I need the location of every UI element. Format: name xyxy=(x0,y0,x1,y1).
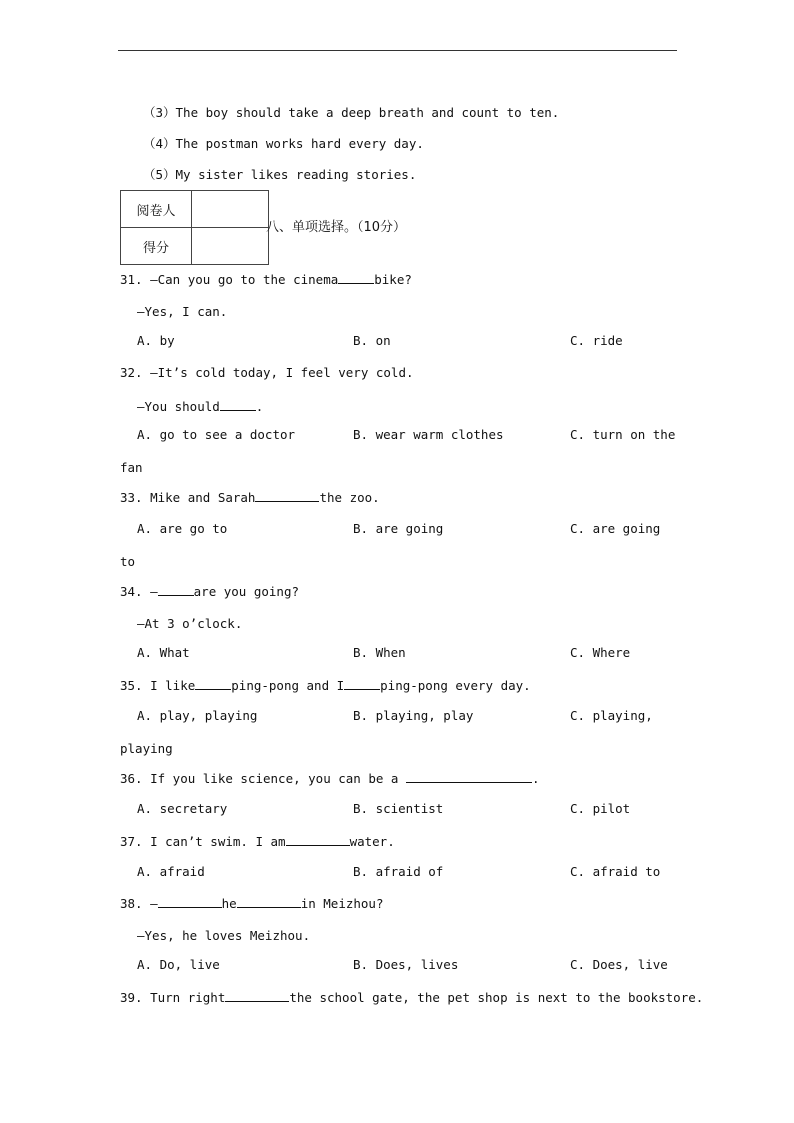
answer-blank xyxy=(338,271,374,284)
question-34: 34. — are you going? xyxy=(120,584,299,599)
question-37: 37. I can’t swim. I am water. xyxy=(120,834,395,849)
q35-option-b: B. playing, play xyxy=(353,708,474,723)
question-38: 38. — he in Meizhou? xyxy=(120,896,384,911)
answer-blank xyxy=(406,770,532,783)
answer-blank xyxy=(220,398,256,411)
question-36: 36. If you like science, you can be a . xyxy=(120,771,540,786)
q32-option-b: B. wear warm clothes xyxy=(353,427,504,442)
q37-option-b: B. afraid of xyxy=(353,864,444,879)
q32-option-c-wrap: fan xyxy=(120,460,143,475)
q32-option-a: A. go to see a doctor xyxy=(137,427,296,442)
q34-reply: —At 3 o’clock. xyxy=(137,616,243,631)
q34-option-b: B. When xyxy=(353,645,406,660)
section-title: 八、单项选择。（10分） xyxy=(266,220,407,235)
q33-option-b: B. are going xyxy=(353,521,444,536)
q31-option-c: C. ride xyxy=(570,333,623,348)
q35-option-c: C. playing, xyxy=(570,708,653,723)
q32-reply: —You should . xyxy=(137,399,264,414)
q31-reply: —Yes, I can. xyxy=(137,304,228,319)
score-table xyxy=(120,190,269,265)
question-32: 32. —It’s cold today, I feel very cold. xyxy=(120,365,414,380)
q36-option-c: C. pilot xyxy=(570,801,631,816)
q37-option-a: A. afraid xyxy=(137,864,205,879)
answer-blank xyxy=(225,989,289,1002)
q36-option-a: A. secretary xyxy=(137,801,228,816)
answer-blank xyxy=(195,677,231,690)
reviewer-cell xyxy=(192,191,269,228)
q36-option-b: B. scientist xyxy=(353,801,444,816)
score-cell xyxy=(192,228,269,265)
q34-option-c: C. Where xyxy=(570,645,631,660)
q38-reply: —Yes, he loves Meizhou. xyxy=(137,928,311,943)
q31-option-b: B. on xyxy=(353,333,391,348)
question-31: 31. —Can you go to the cinema bike? xyxy=(120,272,412,287)
answer-blank xyxy=(255,489,319,502)
q38-option-c: C. Does, live xyxy=(570,957,668,972)
sentence-4: （4）The postman works hard every day. xyxy=(143,136,424,151)
answer-blank xyxy=(158,895,222,908)
q33-option-a: A. are go to xyxy=(137,521,228,536)
answer-blank xyxy=(286,833,350,846)
q38-option-a: A. Do, live xyxy=(137,957,220,972)
question-33: 33. Mike and Sarah the zoo. xyxy=(120,490,380,505)
reviewer-label: 阅卷人 xyxy=(121,191,192,228)
answer-blank xyxy=(158,583,194,596)
answer-blank xyxy=(344,677,380,690)
q33-option-c: C. are going xyxy=(570,521,661,536)
question-35: 35. I like ping-pong and I ping-pong every day. xyxy=(120,678,531,693)
q35-option-a: A. play, playing xyxy=(137,708,258,723)
header-rule xyxy=(118,50,677,51)
q34-option-a: A. What xyxy=(137,645,190,660)
score-label: 得分 xyxy=(121,228,192,265)
answer-blank xyxy=(237,895,301,908)
q32-option-c: C. turn on the xyxy=(570,427,676,442)
q31-option-a: A. by xyxy=(137,333,175,348)
q33-option-c-wrap: to xyxy=(120,554,136,569)
sentence-5: （5）My sister likes reading stories. xyxy=(143,167,417,182)
sentence-3: （3）The boy should take a deep breath and count to ten. xyxy=(143,105,560,120)
question-39: 39. Turn right the school gate, the pet shop is next to the bookstore. xyxy=(120,990,704,1005)
q35-option-c-wrap: playing xyxy=(120,741,173,756)
q38-option-b: B. Does, lives xyxy=(353,957,459,972)
q37-option-c: C. afraid to xyxy=(570,864,661,879)
